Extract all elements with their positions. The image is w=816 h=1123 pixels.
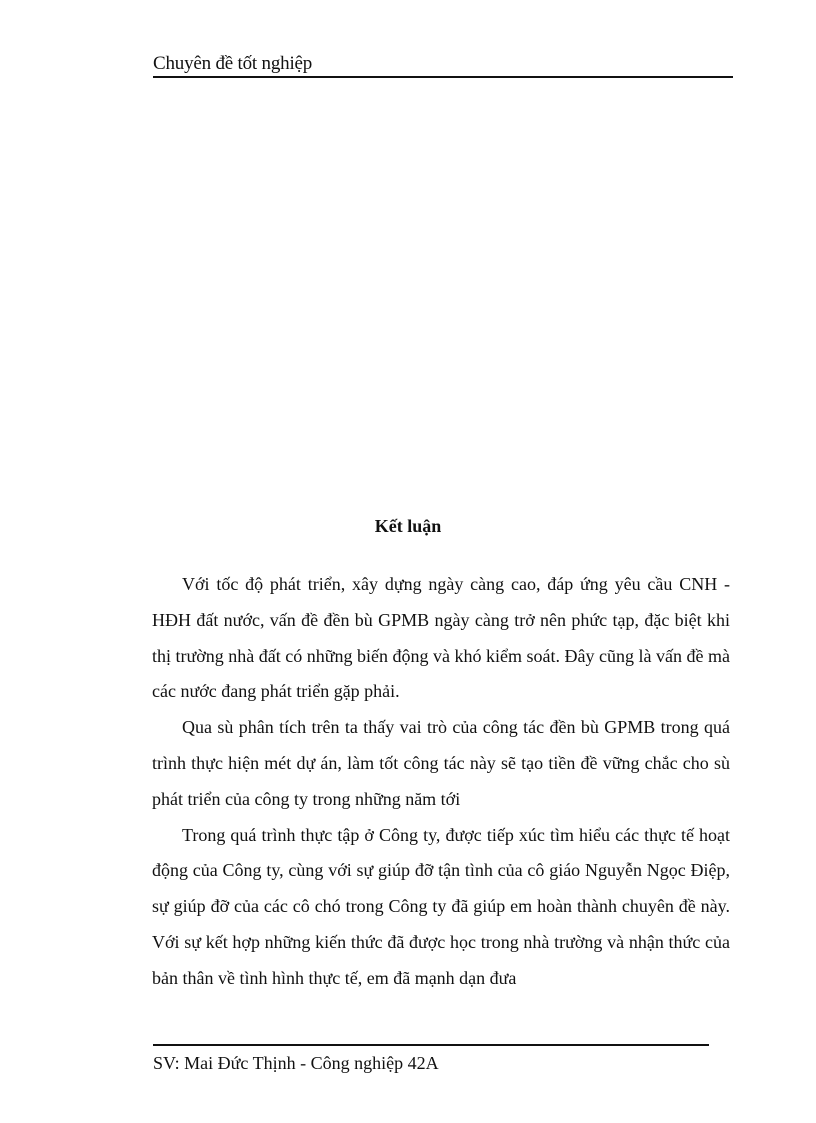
paragraph: Qua sù phân tích trên ta thấy vai trò của công tác đền bù GPMB trong quá trình thực hiện mét dự án, làm tốt công tác này sẽ tạo tiền đề vững chắc cho sù phát triển của công ty trong những năm tới [152, 717, 730, 809]
paragraph: Với tốc độ phát triển, xây dựng ngày càng cao, đáp ứng yêu cầu CNH - HĐH đất nước, vấn đề đền bù GPMB ngày càng trở nên phức tạp, đặc biệt khi thị trường nhà đất có những biến động và khó kiểm soát. Đây cũng là vấn đề mà các nước đang phát triển gặp phải. [152, 574, 730, 702]
page-header [153, 52, 733, 78]
footer-text: SV: Mai Đức Thịnh - Công nghiệp 42A [153, 1053, 439, 1073]
body-text [152, 567, 730, 997]
section-title: Kết luận [374, 516, 442, 536]
page-footer [153, 1044, 709, 1073]
header-title: Chuyên đề tốt nghiệp [153, 53, 313, 74]
paragraph: Trong quá trình thực tập ở Công ty, được tiếp xúc tìm hiểu các thực tế hoạt động của Công ty, cùng với sự giúp đỡ tận tình của cô giáo Nguyễn Ngọc Điệp, sự giúp đỡ của các cô chó trong Công ty đã giúp em hoàn thành chuyên đề này. Với sự kết hợp những kiến thức đã được học trong nhà trường và nhận thức của bản thân về tình hình thực tế, em đã mạnh dạn đưa [152, 824, 730, 988]
